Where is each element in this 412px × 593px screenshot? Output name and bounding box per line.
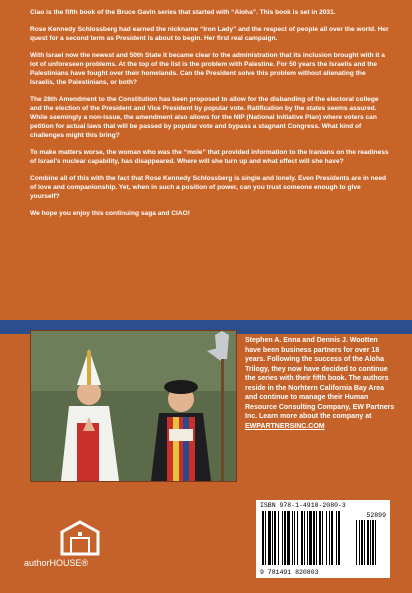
- author-photo-illustration: [31, 331, 236, 481]
- publisher-name: authorHOUSE®: [24, 558, 89, 568]
- price-code: 52899: [366, 512, 386, 519]
- blurb-paragraph-4: The 28th Amendment to the Constitution has been proposed to allow for the disbanding of the electoral college and the election of the President and Vice President by popular vote. Ratification by the states seems assured. While seemingly a non-issue, the amendment also allows for the NIP (National Initiative Plan) where voters can petition for actual laws that will be passed by popular vote and bypass a stagnant Congress. What kind of challenges might this bring?: [30, 96, 379, 139]
- blurb-paragraph-7: We hope you enjoy this continuing saga and CIAO!: [30, 210, 190, 217]
- blurb-paragraph-3: With Israel now the newest and 50th State it became clear to the administration that its inclusion brought with it a lot of unforeseen problems. At the top of the list is the problem with Palestine. For 50 years the Israelis and the Palestinians have fought over their homelands. Can the President solve this problem without alienating the Israelis, the Palestinians, or both?: [30, 52, 385, 86]
- isbn-label: ISBN 978-1-4918-2080-3: [260, 502, 346, 509]
- author-photo: [30, 330, 237, 482]
- blurb-paragraph-6: Combine all of this with the fact that Rose Kennedy Schlossberg is single and lonely. Even Presidents are in need of love and companionship. Yet, when in such a position of power, can you trust someone enough to give yourself?: [30, 175, 387, 200]
- blurb-paragraph-2: Rose Kennedy Schlossberg had earned the nickname “Iron Lady” and the respect of people all over the world. Her quest for a second term as President is about to begin. Her first real campaign.: [30, 26, 389, 42]
- isbn-digits: 9 781491 820803: [260, 569, 319, 576]
- blurb-paragraph-5: To make matters worse, the woman who was the “mole” that provided information to the Iranians on the readiness of Israel’s nuclear capability, has disappeared. Where will she turn up and what effect will she have?: [30, 149, 389, 165]
- blurb-paragraph-1: Ciao is the fifth book of the Bruce Gavin series that started with “Aloha”. This book is set in 2031.: [30, 9, 336, 16]
- isbn-barcode: [256, 500, 390, 578]
- author-website-link[interactable]: EWPARTNERSINC.COM: [245, 422, 325, 430]
- back-cover-blurb: [30, 8, 390, 226]
- barcode-bars: [256, 500, 390, 578]
- author-bio: [245, 336, 395, 431]
- author-bio-text: Stephen A. Enna and Dennis J. Wootten have been business partners for over 18 years. Following the success of the Aloha Trilogy, they now have decided to continue the series with their fifth book. The authors reside in the Norhtern California Bay Area and continue to manage their Human Resource Consulting Company, EW Partners Inc. Learn more about the company at: [245, 337, 395, 420]
